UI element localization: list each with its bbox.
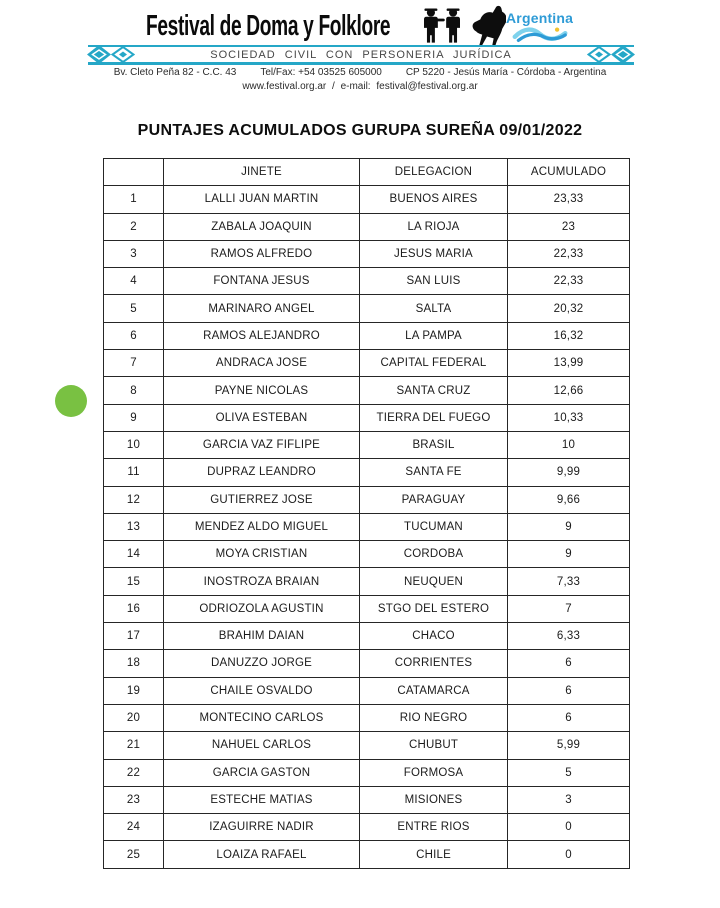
delegacion-cell: PARAGUAY (360, 486, 508, 513)
delegacion-cell: SAN LUIS (360, 268, 508, 295)
table-row (104, 350, 630, 377)
table-header-row (104, 159, 630, 186)
address-street: Bv. Cleto Peña 82 - C.C. 43 (113, 67, 237, 78)
jinete-cell: GUTIERREZ JOSE (164, 486, 360, 513)
acumulado-cell: 22,33 (508, 240, 630, 267)
jinete-cell: NAHUEL CARLOS (164, 732, 360, 759)
rank-cell: 10 (104, 431, 164, 458)
jinete-cell: GARCIA VAZ FIFLIPE (164, 431, 360, 458)
jinete-cell: OLIVA ESTEBAN (164, 404, 360, 431)
table-row (104, 240, 630, 267)
table-row (104, 213, 630, 240)
delegacion-cell: CHILE (360, 841, 508, 868)
acumulado-cell: 10,33 (508, 404, 630, 431)
table-row (104, 377, 630, 404)
table-body (104, 186, 630, 868)
jinete-cell: DUPRAZ LEANDRO (164, 459, 360, 486)
table-row (104, 268, 630, 295)
acumulado-cell: 10 (508, 431, 630, 458)
rank-cell: 4 (104, 268, 164, 295)
table-row (104, 786, 630, 813)
table-row (104, 459, 630, 486)
acumulado-cell: 6 (508, 650, 630, 677)
rank-cell: 18 (104, 650, 164, 677)
argentina-brand-logo (506, 10, 573, 49)
table-row (104, 704, 630, 731)
table-row (104, 486, 630, 513)
acumulado-cell: 6 (508, 677, 630, 704)
subtitle-band (88, 45, 634, 65)
rank-cell: 15 (104, 568, 164, 595)
table-row (104, 295, 630, 322)
acumulado-cell: 9,66 (508, 486, 630, 513)
rank-cell: 1 (104, 186, 164, 213)
jinete-cell: MENDEZ ALDO MIGUEL (164, 513, 360, 540)
acumulado-cell: 3 (508, 786, 630, 813)
acumulado-cell: 13,99 (508, 350, 630, 377)
delegacion-cell: STGO DEL ESTERO (360, 595, 508, 622)
address-line (0, 67, 720, 78)
table-row (104, 759, 630, 786)
delegacion-cell: MISIONES (360, 786, 508, 813)
rank-cell: 17 (104, 623, 164, 650)
rank-cell: 9 (104, 404, 164, 431)
rank-cell: 25 (104, 841, 164, 868)
table-row (104, 513, 630, 540)
rank-cell: 8 (104, 377, 164, 404)
rank-cell: 22 (104, 759, 164, 786)
acumulado-cell: 9,99 (508, 459, 630, 486)
acumulado-cell: 23 (508, 213, 630, 240)
delegacion-cell: JESUS MARIA (360, 240, 508, 267)
rank-cell: 6 (104, 322, 164, 349)
acumulado-cell: 5,99 (508, 732, 630, 759)
table-row (104, 650, 630, 677)
acumulado-cell: 9 (508, 541, 630, 568)
acumulado-cell: 20,32 (508, 295, 630, 322)
argentina-brand-label: Argentina (506, 10, 574, 26)
delegacion-cell: SALTA (360, 295, 508, 322)
contact-line: www.festival.org.ar / e-mail: festival@festival.org.ar (242, 81, 478, 92)
green-dot-marker (55, 385, 87, 417)
table-row (104, 322, 630, 349)
delegacion-cell: BRASIL (360, 431, 508, 458)
jinete-cell: ZABALA JOAQUIN (164, 213, 360, 240)
jinete-cell: LOAIZA RAFAEL (164, 841, 360, 868)
acumulado-cell: 7,33 (508, 568, 630, 595)
jinete-cell: RAMOS ALEJANDRO (164, 322, 360, 349)
org-subtitle: SOCIEDAD CIVIL CON PERSONERIA JURÍDICA (210, 48, 512, 61)
jinete-cell: CHAILE OSVALDO (164, 677, 360, 704)
delegacion-cell: ENTRE RIOS (360, 814, 508, 841)
delegacion-cell: NEUQUEN (360, 568, 508, 595)
jinete-cell: MARINARO ANGEL (164, 295, 360, 322)
rank-cell: 20 (104, 704, 164, 731)
jinete-cell: MOYA CRISTIAN (164, 541, 360, 568)
jinete-cell: BRAHIM DAIAN (164, 623, 360, 650)
rank-cell: 11 (104, 459, 164, 486)
delegacion-cell: LA RIOJA (360, 213, 508, 240)
jinete-cell: DANUZZO JORGE (164, 650, 360, 677)
col-header-jinete: JINETE (164, 159, 360, 186)
guard-pattern-right-icon (587, 45, 635, 69)
table-row (104, 814, 630, 841)
rank-cell: 16 (104, 595, 164, 622)
acumulado-cell: 16,32 (508, 322, 630, 349)
acumulado-cell: 6 (508, 704, 630, 731)
delegacion-cell: BUENOS AIRES (360, 186, 508, 213)
page-title: PUNTAJES ACUMULADOS GURUPA SUREÑA 09/01/2022 (137, 122, 583, 139)
jinete-cell: GARCIA GASTON (164, 759, 360, 786)
table-row (104, 568, 630, 595)
rank-cell: 12 (104, 486, 164, 513)
rank-cell: 14 (104, 541, 164, 568)
org-title: Festival de Doma y Folklore (146, 10, 391, 42)
delegacion-cell: CAPITAL FEDERAL (360, 350, 508, 377)
rank-cell: 2 (104, 213, 164, 240)
rank-cell: 23 (104, 786, 164, 813)
address-location: CP 5220 - Jesús María - Córdoba - Argentina (405, 67, 607, 78)
acumulado-cell: 9 (508, 513, 630, 540)
rank-cell: 21 (104, 732, 164, 759)
acumulado-cell: 5 (508, 759, 630, 786)
jinete-cell: ESTECHE MATIAS (164, 786, 360, 813)
guard-pattern-left-icon (87, 45, 135, 69)
table-row (104, 623, 630, 650)
delegacion-cell: SANTA FE (360, 459, 508, 486)
delegacion-cell: CATAMARCA (360, 677, 508, 704)
jinete-cell: RAMOS ALFREDO (164, 240, 360, 267)
jinete-cell: IZAGUIRRE NADIR (164, 814, 360, 841)
delegacion-cell: CORDOBA (360, 541, 508, 568)
table-row (104, 732, 630, 759)
jinete-cell: INOSTROZA BRAIAN (164, 568, 360, 595)
table-row (104, 541, 630, 568)
acumulado-cell: 12,66 (508, 377, 630, 404)
col-header-acumulado: ACUMULADO (508, 159, 630, 186)
rank-cell: 3 (104, 240, 164, 267)
scores-table (103, 158, 630, 869)
rank-cell: 7 (104, 350, 164, 377)
table-row (104, 677, 630, 704)
table-row (104, 841, 630, 868)
delegacion-cell: LA PAMPA (360, 322, 508, 349)
table-row (104, 595, 630, 622)
rank-cell: 19 (104, 677, 164, 704)
acumulado-cell: 7 (508, 595, 630, 622)
acumulado-cell: 0 (508, 814, 630, 841)
delegacion-cell: TUCUMAN (360, 513, 508, 540)
delegacion-cell: FORMOSA (360, 759, 508, 786)
delegacion-cell: CHACO (360, 623, 508, 650)
col-header-delegacion: DELEGACION (360, 159, 508, 186)
acumulado-cell: 0 (508, 841, 630, 868)
address-phone: Tel/Fax: +54 03525 605000 (260, 67, 382, 78)
acumulado-cell: 6,33 (508, 623, 630, 650)
table-row (104, 431, 630, 458)
jinete-cell: MONTECINO CARLOS (164, 704, 360, 731)
delegacion-cell: RIO NEGRO (360, 704, 508, 731)
jinete-cell: PAYNE NICOLAS (164, 377, 360, 404)
delegacion-cell: CHUBUT (360, 732, 508, 759)
jinete-cell: ODRIOZOLA AGUSTIN (164, 595, 360, 622)
rank-cell: 13 (104, 513, 164, 540)
jinete-cell: LALLI JUAN MARTIN (164, 186, 360, 213)
col-header-rank (104, 159, 164, 186)
rank-cell: 5 (104, 295, 164, 322)
delegacion-cell: SANTA CRUZ (360, 377, 508, 404)
acumulado-cell: 22,33 (508, 268, 630, 295)
jinete-cell: FONTANA JESUS (164, 268, 360, 295)
jinete-cell: ANDRACA JOSE (164, 350, 360, 377)
table-row (104, 404, 630, 431)
delegacion-cell: TIERRA DEL FUEGO (360, 404, 508, 431)
table-row (104, 186, 630, 213)
rank-cell: 24 (104, 814, 164, 841)
acumulado-cell: 23,33 (508, 186, 630, 213)
delegacion-cell: CORRIENTES (360, 650, 508, 677)
